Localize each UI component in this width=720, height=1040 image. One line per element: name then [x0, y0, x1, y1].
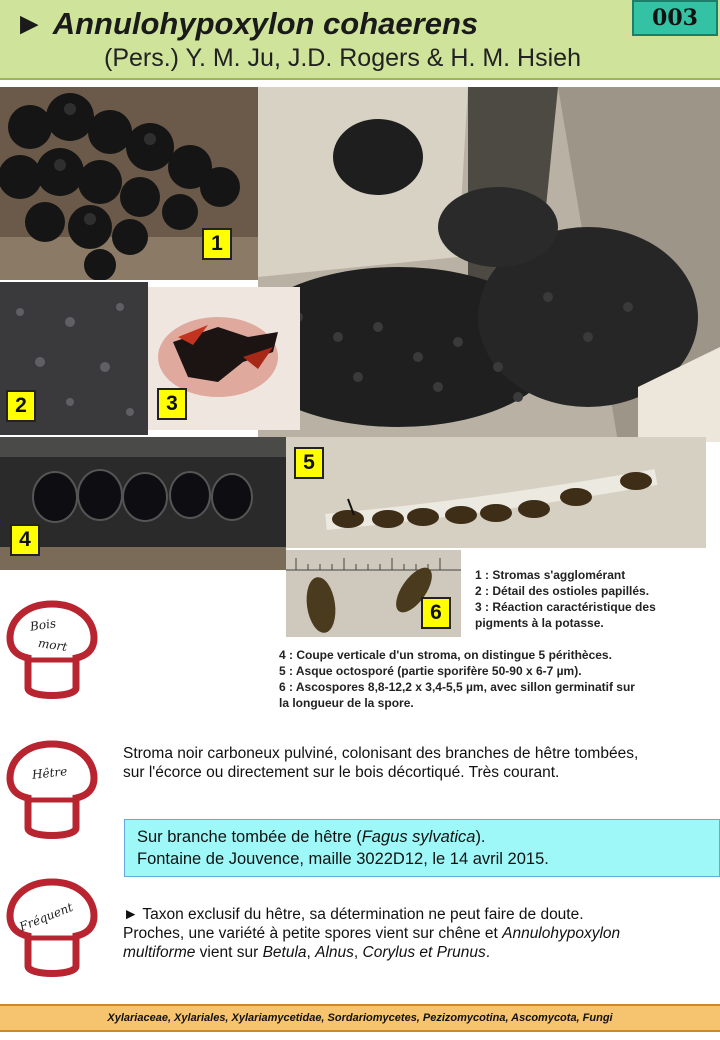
photo-label-2: 2	[6, 390, 36, 422]
notes-text-part: .	[485, 944, 491, 961]
colony-image	[258, 87, 720, 442]
captions-1-3	[475, 567, 656, 631]
genus-name: Corylus et Prunus	[362, 944, 486, 961]
notes-line-2	[123, 924, 713, 943]
photo-colony-on-bark	[258, 87, 720, 442]
caption-line: pigments à la potasse.	[475, 616, 604, 630]
vertical-section-image	[0, 437, 286, 570]
substrate-label-line1: Bois	[29, 616, 57, 634]
mushroom-badge-icon	[4, 598, 100, 708]
sheet-number-badge: 003	[632, 0, 718, 36]
description-line: sur l'écorce ou directement sur le bois décortiqué. Très courant.	[123, 764, 560, 781]
genus-name: Alnus	[315, 944, 354, 961]
genus-name: Betula	[262, 944, 307, 961]
captions-4-6	[279, 647, 635, 711]
substrate-label-line2: mort	[37, 636, 69, 654]
description-line: Stroma noir carboneux pulviné, colonisant des branches de hêtre tombées,	[123, 745, 639, 762]
notes-text-part: Proches, une variété à petite spores vient sur chêne et	[123, 925, 503, 942]
description-text	[123, 744, 713, 782]
title-arrow: ►	[14, 6, 45, 41]
notes-text-part: ,	[306, 944, 316, 961]
photo-4-vertical-section	[0, 437, 286, 570]
mushroom-badge-icon	[4, 738, 100, 848]
host-latin-name: Fagus sylvatica	[361, 828, 476, 846]
taxon-name: multiforme	[123, 944, 196, 961]
substrate-icon	[4, 598, 100, 713]
caption-line: 5 : Asque octosporé (partie sporifère 50-90 x 6-7 µm).	[279, 664, 582, 678]
photo-label-5: 5	[294, 447, 324, 479]
ascus-image	[286, 437, 706, 548]
frequency-label: Fréquent	[17, 899, 75, 935]
record-line-2: Fontaine de Jouvence, maille 3022D12, le 14 avril 2015.	[137, 850, 549, 868]
caption-line: 1 : Stromas s'agglomérant	[475, 568, 626, 582]
caption-line: 6 : Ascospores 8,8-12,2 x 3,4-5,5 µm, avec sillon germinatif sur	[279, 680, 635, 694]
host-label: Hêtre	[31, 764, 68, 782]
caption-line: 4 : Coupe verticale d'un stroma, on distingue 5 périthèces.	[279, 648, 612, 662]
record-text: ).	[475, 828, 486, 846]
record-text: Sur branche tombée de hêtre (	[137, 828, 362, 846]
notes-text-part: ,	[353, 944, 363, 961]
mushroom-badge-icon	[4, 876, 100, 986]
notes-text-part: Taxon exclusif du hêtre, sa détermination ne peut faire de doute.	[138, 906, 584, 923]
photo-label-6: 6	[421, 597, 451, 629]
taxon-name: Annulohypoxylon	[502, 925, 621, 942]
record-box	[124, 819, 720, 877]
taxonomy-footer: Xylariaceae, Xylariales, Xylariamycetidae, Sordariomycetes, Pezizomycotina, Ascomycota, Fungi	[0, 1004, 720, 1032]
photo-label-4: 4	[10, 524, 40, 556]
species-title	[14, 6, 478, 42]
host-icon	[4, 738, 100, 853]
notes-text-part: vient sur	[195, 944, 263, 961]
photo-label-3: 3	[157, 388, 187, 420]
notes-line-3	[123, 943, 713, 962]
species-authors: (Pers.) Y. M. Ju, J.D. Rogers & H. M. Hsieh	[104, 44, 581, 72]
record-line-1	[137, 826, 719, 848]
frequency-icon	[4, 876, 100, 991]
caption-line: la longueur de la spore.	[279, 696, 414, 710]
notes-arrow: ►	[123, 906, 139, 923]
photo-5-ascus	[286, 437, 706, 548]
species-name: Annulohypoxylon cohaerens	[52, 6, 479, 41]
notes-line-1	[123, 905, 713, 924]
photo-label-1: 1	[202, 228, 232, 260]
caption-line: 2 : Détail des ostioles papillés.	[475, 584, 650, 598]
caption-line: 3 : Réaction caractéristique des	[475, 600, 656, 614]
notes-text	[123, 905, 713, 962]
